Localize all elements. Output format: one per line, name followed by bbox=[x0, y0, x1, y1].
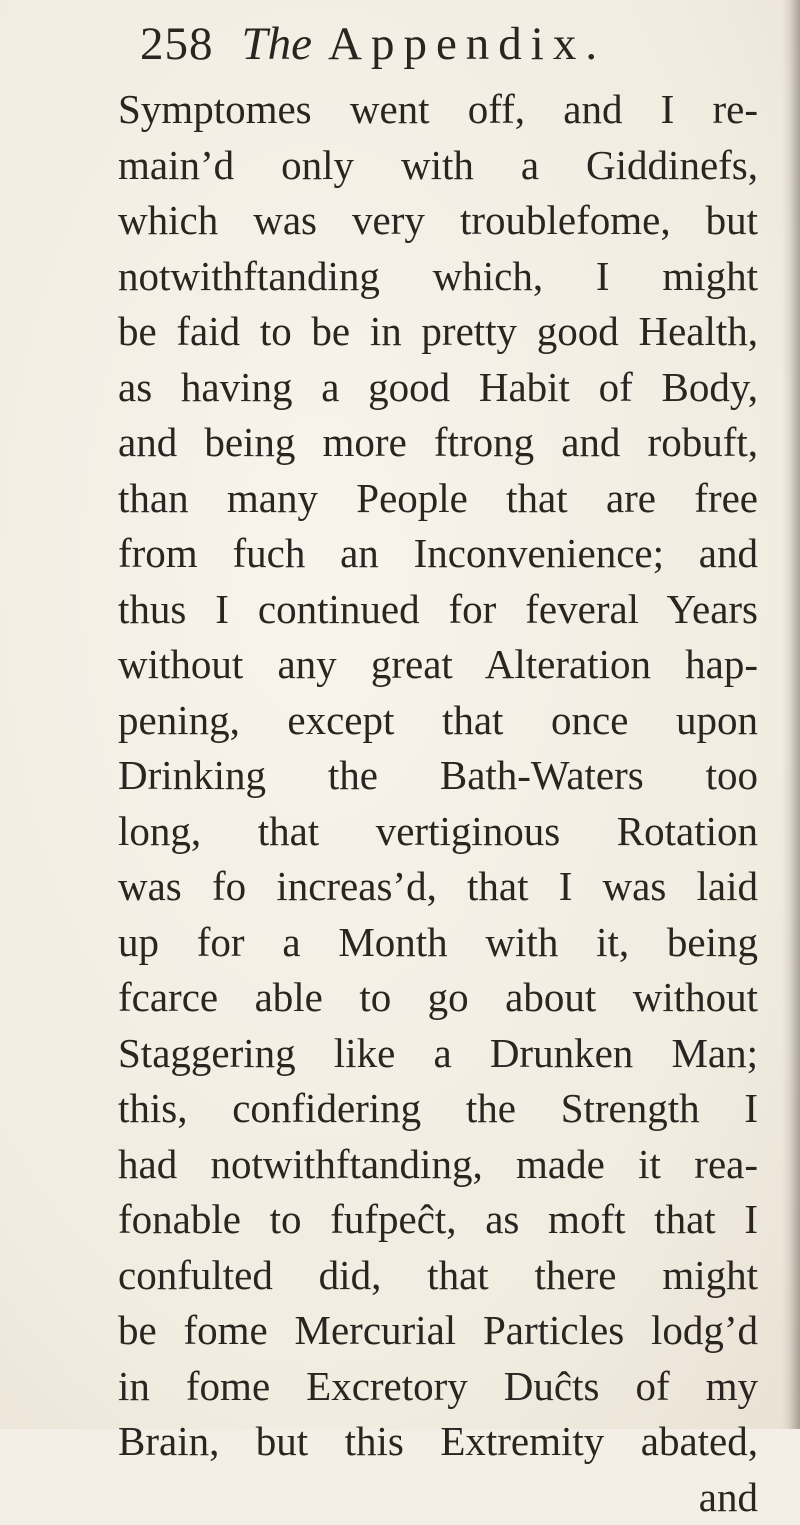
text-line: Staggering like a Drunken Man; bbox=[118, 1026, 758, 1082]
page-edge-shadow bbox=[782, 0, 800, 1429]
text-line: which was very troublefome, but bbox=[118, 193, 758, 249]
text-line: without any great Alteration hap- bbox=[118, 637, 758, 693]
catchword: and bbox=[118, 1470, 758, 1525]
text-line: up for a Month with it, being bbox=[118, 915, 758, 971]
text-line: had notwithftanding, made it rea- bbox=[118, 1137, 758, 1193]
text-line: main’d only with a Giddinefs, bbox=[118, 138, 758, 194]
text-line: fcarce able to go about without bbox=[118, 970, 758, 1026]
page-number: 258 bbox=[140, 14, 214, 74]
text-line: confulted did, that there might bbox=[118, 1248, 758, 1304]
body-text bbox=[118, 82, 758, 1525]
text-line: be faid to be in pretty good Health, bbox=[118, 304, 758, 360]
text-line: as having a good Habit of Body, bbox=[118, 360, 758, 416]
text-line: fonable to fufpeĉt, as moft that I bbox=[118, 1192, 758, 1248]
text-line: Symptomes went off, and I re- bbox=[118, 82, 758, 138]
text-line: notwithftanding which, I might bbox=[118, 249, 758, 305]
text-line: than many People that are free bbox=[118, 471, 758, 527]
text-line: thus I continued for feveral Years bbox=[118, 582, 758, 638]
text-line: from fuch an Inconvenience; and bbox=[118, 526, 758, 582]
text-line: this, confidering the Strength I bbox=[118, 1081, 758, 1137]
running-title-prefix: The bbox=[242, 18, 313, 70]
running-header bbox=[140, 14, 740, 74]
text-line: in fome Excretory Duĉts of my bbox=[118, 1359, 758, 1415]
text-line: was fo increas’d, that I was laid bbox=[118, 859, 758, 915]
text-line: Brain, but this Extremity abated, bbox=[118, 1414, 758, 1470]
text-line: be fome Mercurial Particles lodg’d bbox=[118, 1303, 758, 1359]
running-title: Appendix. bbox=[328, 18, 606, 70]
text-line: and being more ftrong and robuft, bbox=[118, 415, 758, 471]
text-line: Drinking the Bath-Waters too bbox=[118, 748, 758, 804]
text-line: long, that vertiginous Rotation bbox=[118, 804, 758, 860]
text-line: pening, except that once upon bbox=[118, 693, 758, 749]
